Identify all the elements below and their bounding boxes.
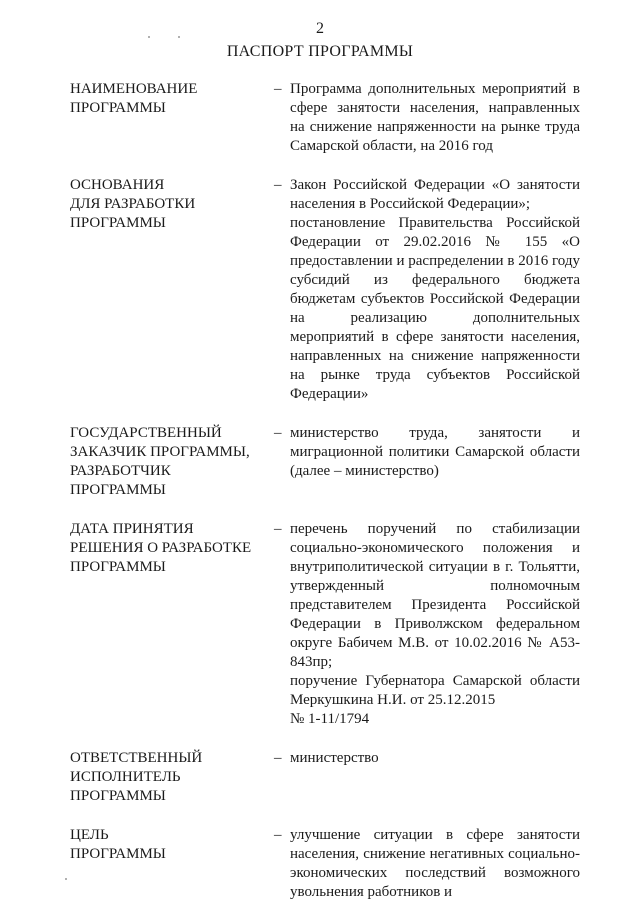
scan-speck bbox=[178, 36, 180, 38]
document-title: ПАСПОРТ ПРОГРАММЫ bbox=[226, 43, 414, 60]
row-value: министерство bbox=[290, 750, 379, 766]
page-number: 2 bbox=[316, 20, 324, 37]
passport-row-executor bbox=[70, 749, 580, 806]
program-passport-table bbox=[70, 80, 580, 922]
row-label: НАИМЕНОВАНИЕ ПРОГРАММЫ bbox=[70, 81, 198, 116]
row-label: ЦЕЛЬ ПРОГРАММЫ bbox=[70, 827, 166, 862]
passport-row-name bbox=[70, 80, 580, 156]
passport-row-basis bbox=[70, 176, 580, 404]
row-dash: – bbox=[274, 425, 282, 441]
passport-row-customer bbox=[70, 424, 580, 500]
row-value: министерство труда, занятости и миграционной политики Самарской области (далее – министерство) bbox=[290, 425, 580, 479]
row-label: ОТВЕТСТВЕННЫЙ ИСПОЛНИТЕЛЬ ПРОГРАММЫ bbox=[70, 750, 203, 804]
scan-speck bbox=[65, 878, 67, 880]
row-dash: – bbox=[274, 521, 282, 537]
row-value: перечень поручений по стабилизации социально-экономического положения и внутриполитической ситуации в г. Тольятти, утвержденный полномочным представителем Президента Российской Федерации в Приволжском федеральном округе Бабичем М.В. от 10.02.2016 № А53-843пр; поручение Губернатора Самарской области Меркушкина Н.И. от 25.12.2015 № 1-11/1794 bbox=[290, 521, 580, 727]
row-dash: – bbox=[274, 177, 282, 193]
row-value: улучшение ситуации в сфере занятости населения, снижение негативных социально-экономических последствий возможного увольнения работников и bbox=[290, 827, 580, 900]
row-dash: – bbox=[274, 827, 282, 843]
row-dash: – bbox=[274, 81, 282, 97]
passport-row-goal bbox=[70, 826, 580, 902]
row-label: ГОСУДАРСТВЕННЫЙ ЗАКАЗЧИК ПРОГРАММЫ, РАЗРАБОТЧИК ПРОГРАММЫ bbox=[70, 425, 250, 498]
row-label: ДАТА ПРИНЯТИЯ РЕШЕНИЯ О РАЗРАБОТКЕ ПРОГРАММЫ bbox=[70, 521, 252, 575]
row-value: Закон Российской Федерации «О занятости населения в Российской Федерации»; постановление Правительства Российской Федерации от 29.02.2016 № 155 «О предоставлении и распределении в 2016 году субсидий из федерального бюджета бюджетам субъектов Российской Федерации на реализацию дополнительных мероприятий в сфере занятости населения, направленных на снижение напряженности на рынке труда субъектов Российской Федерации» bbox=[290, 177, 580, 402]
passport-row-decision-date bbox=[70, 520, 580, 729]
scan-speck bbox=[148, 36, 150, 38]
row-dash: – bbox=[274, 750, 282, 766]
row-value: Программа дополнительных мероприятий в сфере занятости населения, направленных на снижение напряженности на рынке труда Самарской области, на 2016 год bbox=[290, 81, 580, 154]
row-label: ОСНОВАНИЯ ДЛЯ РАЗРАБОТКИ ПРОГРАММЫ bbox=[70, 177, 196, 231]
